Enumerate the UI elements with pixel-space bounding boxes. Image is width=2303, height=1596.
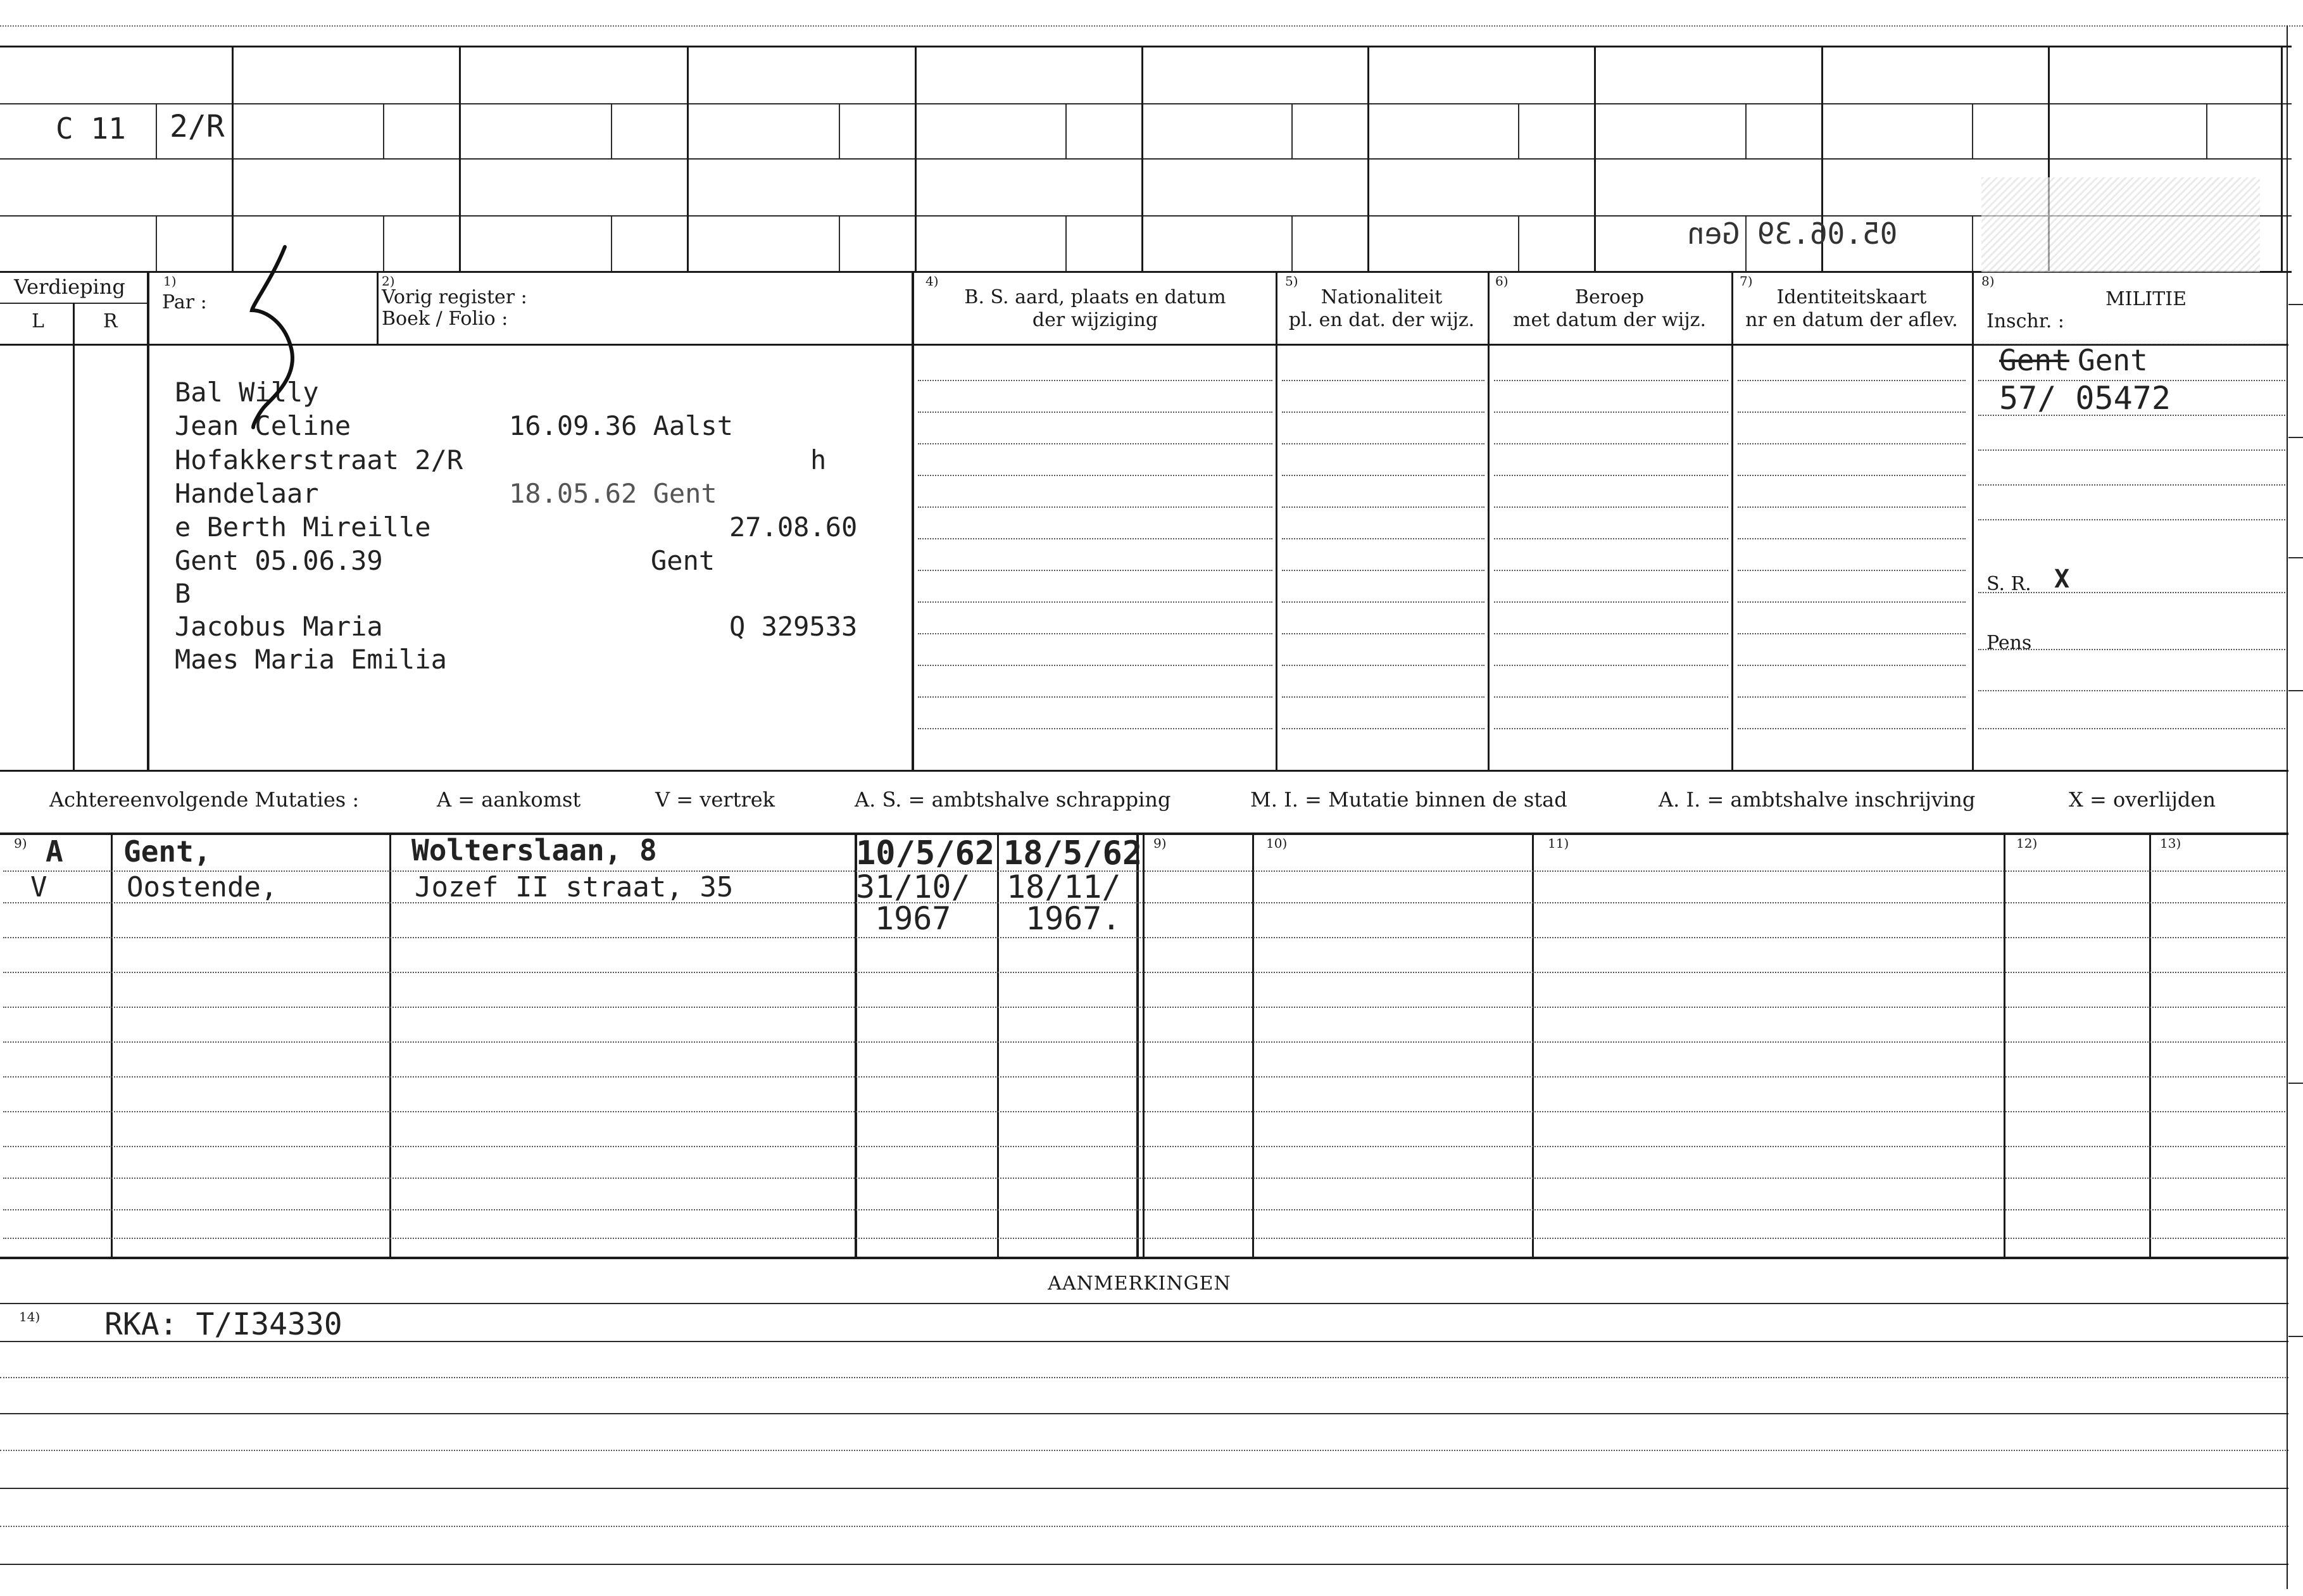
mut-row-line	[3, 1209, 2285, 1210]
mut-row-line	[3, 937, 2285, 938]
mut-row-line	[3, 972, 2285, 973]
grid-vline	[1141, 47, 1143, 272]
mut-vline	[2149, 834, 2151, 1257]
nat-row-line	[1282, 506, 1484, 508]
id-row-line	[1738, 570, 1966, 571]
edge-tick	[2288, 1336, 2303, 1337]
grid-tick	[1291, 217, 1293, 271]
legend-x: X = overlijden	[2069, 788, 2216, 812]
id-row-line	[1738, 506, 1966, 508]
id-number: Q 329533	[729, 611, 858, 642]
mut-vline	[1532, 834, 1534, 1257]
mut-row-line	[3, 1076, 2285, 1078]
right-edge	[2287, 25, 2288, 1589]
nat-row-line	[1282, 665, 1484, 666]
bs-row-line	[918, 728, 1272, 729]
mut-vline	[2004, 834, 2005, 1257]
beroep-border	[1488, 272, 1490, 771]
id-row-line	[1738, 696, 1966, 698]
mutation-date-1: 31/10/	[856, 869, 970, 905]
sr-value: X	[2054, 565, 2070, 594]
beroep-row-line	[1494, 570, 1728, 571]
grid-vline	[915, 47, 917, 272]
grid-tick	[839, 104, 840, 158]
militie-row-line	[1978, 449, 2285, 451]
nat-row-line	[1282, 475, 1484, 476]
inschr-label: Inschr. :	[1986, 310, 2064, 332]
grid-line	[0, 103, 2292, 104]
grid-tick	[1291, 104, 1293, 158]
reversed-stamp: 05.06.39 Gen	[1687, 217, 1898, 251]
spouse-birth: Gent 05.06.39	[175, 545, 383, 576]
beroep-row-line	[1494, 665, 1728, 666]
handwritten-mark-icon	[241, 241, 317, 430]
mother-name: Maes Maria Emilia	[175, 644, 447, 675]
grid-vline	[232, 47, 234, 272]
nat-row-line	[1282, 443, 1484, 444]
grid-line	[0, 158, 2292, 160]
id-row-line	[1738, 380, 1966, 381]
remarks-line	[0, 1377, 2288, 1378]
grid-tick	[1065, 104, 1067, 158]
militie-row-line	[1978, 415, 2285, 416]
remarks-line	[0, 1526, 2288, 1527]
mutation-date-1: 10/5/62	[856, 834, 995, 872]
religion-code: B	[175, 578, 191, 609]
field-number: 5)	[1285, 273, 1298, 289]
mutation-city: Oostende,	[127, 871, 278, 903]
mut-row-line	[3, 902, 2285, 903]
mut-vline	[997, 834, 999, 1257]
remarks-line	[0, 1303, 2288, 1304]
bs-row-line	[918, 570, 1272, 571]
mutation-date-1-year: 1967	[875, 900, 951, 937]
legend-a: A = aankomst	[437, 788, 581, 812]
beroep-row-line	[1494, 506, 1728, 508]
mutations-bottom-border	[0, 1257, 2288, 1259]
id-row-line	[1738, 412, 1966, 413]
par-label: Par :	[162, 291, 207, 313]
id-row-line	[1738, 538, 1966, 539]
marriage-place: Gent	[651, 545, 715, 576]
beroep-row-line	[1494, 412, 1728, 413]
par-border	[377, 272, 379, 344]
mutation-street: Wolterslaan, 8	[411, 833, 657, 867]
bs-header: B. S. aard, plaats en datum der wijziging	[964, 286, 1226, 331]
boek-folio-label: Boek / Folio :	[382, 308, 508, 330]
sr-label: S. R.	[1986, 573, 2031, 595]
beroep-row-line	[1494, 696, 1728, 698]
mut-vline	[1136, 834, 1139, 1257]
field-number: 14)	[19, 1309, 41, 1324]
father-name: Jacobus Maria	[175, 611, 383, 642]
remarks-line	[0, 1341, 2288, 1342]
grid-vline	[459, 47, 461, 272]
occupation: Handelaar	[175, 478, 319, 509]
nat-row-line	[1282, 633, 1484, 634]
remarks-line	[0, 1488, 2288, 1489]
grid-vline	[687, 47, 689, 272]
militie-row-line	[1978, 519, 2285, 520]
militie-number: 57/ 05472	[1999, 380, 2171, 417]
edge-tick	[2288, 437, 2303, 438]
militie-header: MILITIE	[2105, 288, 2187, 310]
id-border	[1731, 272, 1733, 771]
status-code: h	[810, 444, 827, 475]
mutation-street: Jozef II straat, 35	[415, 871, 734, 903]
nat-border	[1276, 272, 1277, 771]
grid-tick	[383, 217, 384, 271]
field-number: 4)	[926, 273, 939, 289]
militie-row-line	[1978, 592, 2285, 593]
nat-row-line	[1282, 601, 1484, 603]
bs-row-line	[918, 538, 1272, 539]
registration-date: 18.05.62 Gent	[509, 478, 717, 509]
remarks-line	[0, 1413, 2288, 1414]
grid-vline	[1367, 47, 1369, 272]
mut-vline	[1252, 834, 1254, 1257]
mutation-code: V	[30, 871, 47, 903]
mut-row-line	[3, 1146, 2285, 1147]
bs-row-line	[918, 696, 1272, 698]
legend-ai: A. I. = ambtshalve inschrijving	[1659, 788, 1976, 812]
id-row-line	[1738, 601, 1966, 603]
grid-tick	[1972, 104, 1973, 158]
bs-row-line	[918, 506, 1272, 508]
id-row-line	[1738, 443, 1966, 444]
pens-label: Pens	[1986, 632, 2032, 654]
grid-tick	[156, 217, 157, 271]
grid-tick	[1065, 217, 1067, 271]
field-number: 9)	[1153, 836, 1167, 851]
bs-row-line	[918, 665, 1272, 666]
beroep-row-line	[1494, 538, 1728, 539]
beroep-row-line	[1494, 443, 1728, 444]
bs-row-line	[918, 601, 1272, 603]
spouse-name: e Berth Mireille	[175, 512, 431, 543]
id-row-line	[1738, 633, 1966, 634]
bs-border	[912, 272, 914, 771]
militie-row-line	[1978, 690, 2285, 691]
field-number: 12)	[2016, 836, 2038, 851]
id-row-line	[1738, 728, 1966, 729]
id-row-line	[1738, 665, 1966, 666]
field-number: 7)	[1740, 273, 1753, 289]
field-number: 11)	[1548, 836, 1569, 851]
lr-divider	[73, 303, 75, 771]
grid-tick	[1518, 217, 1519, 271]
grid-vline	[2281, 47, 2283, 272]
mutation-date-2: 18/5/62	[1003, 834, 1143, 872]
edge-tick	[2288, 304, 2303, 305]
legend-as: A. S. = ambtshalve schrapping	[855, 788, 1171, 812]
militie-row-line	[1978, 728, 2285, 729]
mut-vline	[389, 834, 391, 1257]
col-l-label: L	[32, 310, 44, 332]
mut-row-line	[3, 870, 2285, 872]
mut-vline	[1143, 834, 1145, 1257]
mutation-date-2: 18/11/	[1007, 869, 1121, 905]
vorig-register-label: Vorig register :	[382, 286, 527, 308]
mutation-city: Gent,	[123, 834, 211, 869]
mut-row-line	[3, 1178, 2285, 1179]
nat-row-line	[1282, 412, 1484, 413]
grid-tick	[1972, 217, 1973, 271]
grid-tick	[2206, 104, 2207, 158]
edge-tick	[2288, 1083, 2303, 1084]
legend-v: V = vertrek	[655, 788, 775, 812]
beroep-header: Beroep met datum der wijz.	[1513, 286, 1706, 331]
house-number: 2/R	[170, 109, 225, 144]
nat-row-line	[1282, 538, 1484, 539]
bs-row-line	[918, 380, 1272, 381]
mutation-date-2-year: 1967.	[1026, 900, 1121, 937]
grid-tick	[383, 104, 384, 158]
remarks-line	[0, 1450, 2288, 1451]
mut-row-line	[3, 1111, 2285, 1112]
mutation-code: A	[46, 834, 63, 869]
grid-tick	[1745, 104, 1747, 158]
marriage-date: 27.08.60	[729, 512, 858, 543]
verdieping-label: Verdieping	[14, 275, 125, 299]
field-number: 8)	[1981, 273, 1995, 289]
id-row-line	[1738, 475, 1966, 476]
mut-vline	[111, 834, 113, 1257]
nationaliteit-header: Nationaliteit pl. en dat. der wijz.	[1288, 286, 1475, 331]
grid-tick	[1518, 104, 1519, 158]
body-bottom-border	[0, 770, 2288, 772]
field-number: 1)	[163, 273, 177, 289]
grid-vline	[1594, 47, 1596, 272]
col-r-label: R	[103, 310, 118, 332]
militie-place: Gent	[2078, 343, 2148, 377]
identiteitskaart-header: Identiteitskaart nr en datum der aflev.	[1745, 286, 1958, 331]
edge-tick	[2288, 557, 2303, 558]
mut-row-line	[3, 1041, 2285, 1043]
beroep-row-line	[1494, 475, 1728, 476]
top-edge	[0, 25, 2303, 27]
grid-line	[0, 215, 2292, 217]
grid-tick	[156, 104, 157, 158]
top-border	[0, 46, 2292, 47]
militie-border	[1972, 272, 1974, 771]
field-number: 6)	[1495, 273, 1509, 289]
militie-struck-place: Gent	[1999, 343, 2069, 377]
field-number: 13)	[2160, 836, 2181, 851]
edge-tick	[2288, 690, 2303, 691]
bs-row-line	[918, 412, 1272, 413]
legend-mi: M. I. = Mutatie binnen de stad	[1250, 788, 1567, 812]
mut-row-line	[3, 1007, 2285, 1008]
field-number: 10)	[1266, 836, 1288, 851]
nat-row-line	[1282, 380, 1484, 381]
legend-title: Achtereenvolgende Mutaties :	[49, 788, 360, 812]
militie-row-line	[1978, 380, 2285, 381]
address: Hofakkerstraat 2/R	[175, 444, 463, 475]
stamp-smudge	[1981, 177, 2260, 272]
nat-row-line	[1282, 570, 1484, 571]
header-top-border	[0, 271, 2292, 273]
mut-row-line	[3, 1238, 2285, 1239]
bs-row-line	[918, 475, 1272, 476]
grid-tick	[611, 217, 612, 271]
nat-row-line	[1282, 728, 1484, 729]
birth-date-place: 16.09.36 Aalst	[509, 410, 734, 441]
remarks-line	[0, 1564, 2288, 1565]
remarks-text: RKA: T/I34330	[104, 1307, 342, 1342]
beroep-row-line	[1494, 380, 1728, 381]
person-name: Bal Willy	[175, 377, 319, 408]
nat-row-line	[1282, 696, 1484, 698]
beroep-row-line	[1494, 633, 1728, 634]
field-number: 2)	[382, 273, 395, 289]
beroep-row-line	[1494, 728, 1728, 729]
remarks-title: AANMERKINGEN	[1048, 1272, 1231, 1295]
beroep-row-line	[1494, 601, 1728, 603]
grid-tick	[839, 217, 840, 271]
field-number: 9)	[14, 836, 27, 851]
block-code: C 11	[56, 111, 126, 146]
person-firstnames: Jean Celine	[175, 410, 351, 441]
bs-row-line	[918, 443, 1272, 444]
militie-row-line	[1978, 484, 2285, 486]
grid-tick	[611, 104, 612, 158]
bs-row-line	[918, 633, 1272, 634]
militie-row-line	[1978, 649, 2285, 650]
